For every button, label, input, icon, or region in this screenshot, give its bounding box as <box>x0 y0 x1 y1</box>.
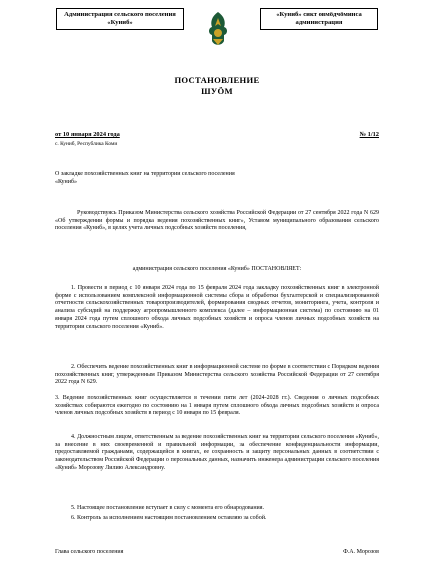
document-number: № 1/12 <box>359 131 379 138</box>
document-place: с. Куниб, Республика Коми <box>55 141 118 147</box>
signatory-position: Глава сельского поселения <box>55 549 124 555</box>
title-komi: ШУӦМ <box>201 86 233 96</box>
decree-item-1: 1. Провести в период с 10 января 2024 года по 15 февраля 2024 года закладку похозяйственных книг в электронной форме с использованием комплексной информационной системы сбора и обработки бухгалтерской и специализированной отчетности сельскохозяйственных товаропроизводителей, формирования сводных отчетов, мониторинга, учета, контроля и анализа субсидий на поддержку агропромышленного комплекса (далее – информационная система) по состоянию на 01 января 2024 года путем сплошного обхода личных подсобных хозяйств и опроса членов личных подсобных хозяйств на территории сельского поселения «Куниб». <box>55 285 379 330</box>
document-header <box>48 8 386 52</box>
org-name-komi-text: «Куниб» сикт овмӧдчӧминса администрация <box>276 11 362 26</box>
signatory-name: Ф.А. Морозов <box>343 549 379 555</box>
intro-paragraph: Руководствуясь Приказом Министерства сельского хозяйства Российской Федерации от 27 сентября 2022 года N 629 «Об утверждении формы и порядка ведения похозяйственных книг», Уставом муниципального образования сельского поселения «Куниб», в целях учета личных подсобных хозяйств поселения, <box>55 210 379 232</box>
coat-of-arms-icon <box>204 10 232 50</box>
document-subject: О закладке похозяйственных книг на территории сельского поселения «Куниб» <box>55 171 235 185</box>
decree-statement: администрация сельского поселения «Куниб» ПОСТАНОВЛЯЕТ: <box>132 266 302 272</box>
decree-item-6: 6. Контроль за исполнением настоящим постановлением оставляю за собой. <box>71 515 267 521</box>
date-number-line <box>55 131 379 138</box>
org-name-russian: Администрация сельского поселения «Куниб» <box>56 8 184 30</box>
document-date: от 10 января 2024 года <box>55 131 120 138</box>
title-russian: ПОСТАНОВЛЕНИЕ <box>174 75 260 85</box>
decree-item-5: 5. Настоящее постановление вступает в силу с момента его обнародования. <box>71 505 265 511</box>
decree-item-2: 2. Обеспечить ведение похозяйственных книг в информационной системе по форме в соответствии с Порядком ведения похозяйственных книг, утвержденным Приказом Министерства сельского хозяйства Российской Федерации от 27 сентября 2022 года N 629. <box>55 364 379 386</box>
decree-item-3: 3. Ведение похозяйственных книг осуществляется в течении пяти лет (2024-2028 гг.). Сведения о личных подсобных хозяйствах собираются ежегодно по состоянию на 1 января путем сплошного обхода личных подсобных хозяйств и опроса членов личных подсобных хозяйств в период с 10 января по 15 февраля. <box>55 395 379 417</box>
signature-block <box>55 549 379 555</box>
document-title <box>0 75 434 97</box>
org-name-komi <box>260 8 378 30</box>
decree-item-4: 4. Должностным лицом, ответственным за ведение похозяйственных книг на территории сельского поселения «Куниб», за внесение в них своевременной и правильной информации, за обеспечение конфиденциальности информации, предоставляемой гражданами, содержащейся в книгах, ее сохранность и защиту персональных данных в соответствии с законодательством Российской Федерации о персональных данных, назначить инженера администрации сельского поселения «Куниб» Морозову Лилию Александровну. <box>55 434 379 471</box>
